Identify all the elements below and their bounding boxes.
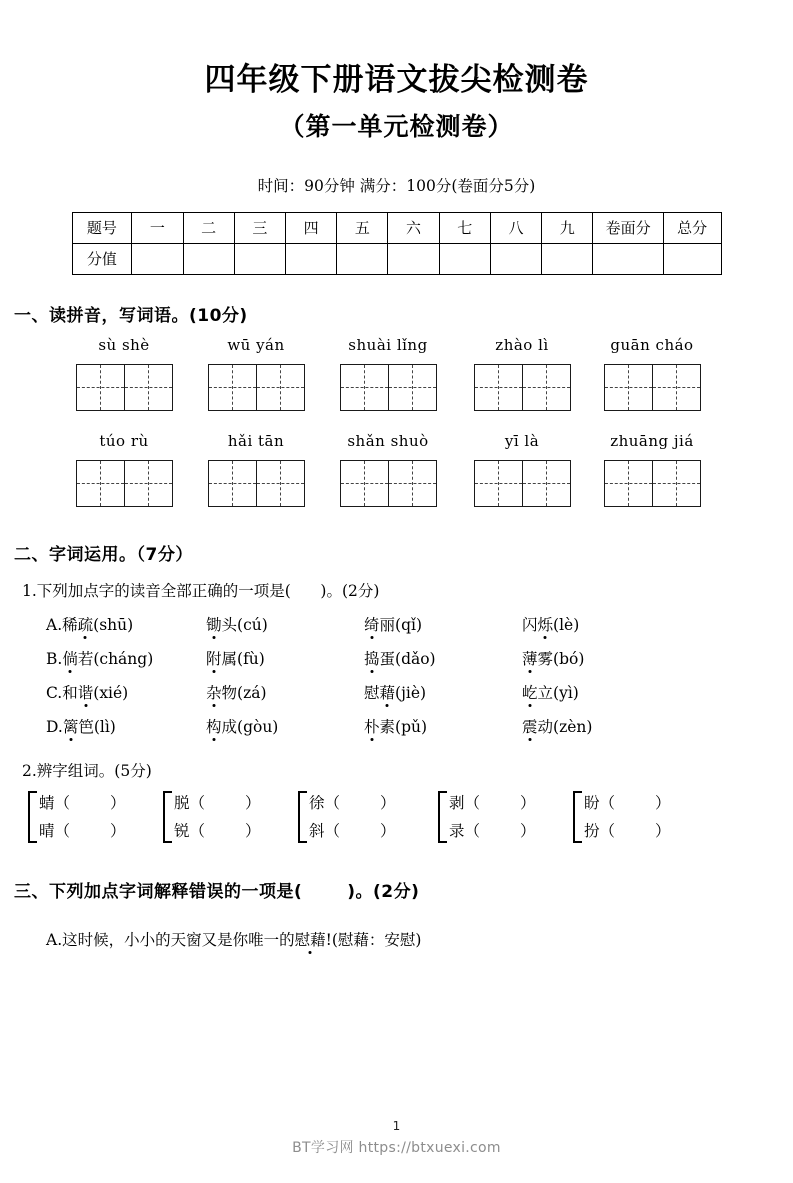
exam-meta-line: 时间：90分钟 满分：100分(卷面分5分) [257,176,536,195]
pinyin-label: shuài lǐng [348,335,428,354]
option-text-post: 素(pǔ) [379,717,428,736]
option-item [364,647,522,669]
score-table-row-label: 分值 [72,243,132,274]
option-text-post: (xié) [93,683,129,702]
option-item [522,681,680,703]
bianzi-char: 徐（ [309,793,341,812]
option-item [46,681,206,703]
pinyin-item [597,334,707,411]
section-2-heading: 二、字词运用。（7分） [14,544,193,565]
option-item [46,613,206,635]
option-item [522,715,680,737]
option-row-b[interactable] [46,647,793,669]
dotted-char: 薄 [522,649,538,668]
site-watermark: BT学习网 https://btxuexi.com [292,1140,501,1156]
pinyin-item [74,430,174,507]
option-item [46,715,206,737]
option-label: B. [46,649,63,668]
writing-grid-cell[interactable] [605,365,653,410]
dotted-char: 锄 [206,615,222,634]
writing-grid-cell[interactable] [475,461,523,506]
dotted-char: 捣 [364,649,380,668]
bianzi-paren-close: ） [520,793,536,812]
pinyin-row-1 [0,334,793,422]
writing-grid-cell[interactable] [341,461,389,506]
score-table-header-cell: 七 [439,212,490,243]
score-table-wrapper [0,212,793,275]
bianzi-row [26,791,793,847]
dotted-char: 朴 [364,717,380,736]
bianzi-items [39,791,126,843]
writing-grid-cell[interactable] [388,365,436,410]
option-text-pre: 和 [62,683,78,702]
bianzi-item[interactable] [449,791,536,815]
score-table-header-cell: 卷面分 [593,212,663,243]
option-text-post: 笆(lì) [78,717,116,736]
option-text-post: 物(zá) [221,683,267,702]
option-item [206,681,364,703]
option-text-post: 蛋(dǎo) [379,649,436,668]
bianzi-char: 脱（ [174,793,206,812]
score-table-header-cell: 一 [132,212,183,243]
question-2-1-prompt [22,579,793,601]
dotted-char: 震 [522,717,538,736]
writing-grid-cell[interactable] [475,365,523,410]
dotted-char: 倘 [62,649,78,668]
writing-grid-box[interactable] [604,460,701,507]
pinyin-label: wū yán [227,335,285,354]
option-label: C. [46,683,63,702]
bianzi-group [28,791,126,843]
section-3-heading [14,877,793,902]
score-input-cell[interactable] [388,243,439,274]
writing-grid-box[interactable] [76,460,173,507]
bianzi-group [163,791,261,843]
pinyin-label: sù shè [98,335,150,354]
option-text-post: 成(gòu) [221,717,279,736]
section-3-heading-suffix: )。(2分) [347,881,420,902]
writing-grid-box[interactable] [208,364,305,411]
score-table-header-cell: 五 [337,212,388,243]
score-table-header-cell: 三 [234,212,285,243]
score-table-header-cell: 八 [490,212,541,243]
writing-grid-cell[interactable] [256,461,304,506]
bianzi-paren-close: ） [520,821,536,840]
option-text-post: 动(zèn) [537,717,593,736]
bianzi-char: 录（ [449,821,481,840]
option-text-post: 若(cháng) [77,649,154,668]
dotted-char: 疏 [77,615,94,634]
dotted-char: 附 [206,649,222,668]
option-item [522,647,680,669]
score-input-cell[interactable] [593,243,663,274]
page-subtitle: （第一单元检测卷） [279,111,514,141]
score-input-cell[interactable] [439,243,490,274]
bianzi-items [174,791,261,843]
score-input-cell[interactable] [183,243,234,274]
bianzi-paren-close: ） [110,793,126,812]
score-input-cell[interactable] [490,243,541,274]
writing-grid-cell[interactable] [209,461,257,506]
score-table-row-label: 题号 [72,212,132,243]
bianzi-char: 晴（ [39,821,71,840]
option-row-c[interactable] [46,681,793,703]
pinyin-item [472,334,572,411]
option-text-post: 丽(qǐ) [379,615,422,634]
section-3-heading-text: 三、下列加点字词解释错误的一项是( [14,881,303,902]
pinyin-item [206,430,306,507]
bianzi-item[interactable] [584,791,671,815]
score-input-cell[interactable] [337,243,388,274]
option-label: A. [46,615,63,634]
writing-grid-cell[interactable] [388,461,436,506]
pinyin-label: túo rù [99,431,149,450]
option-label: D. [46,717,63,736]
bianzi-char: 蜻（ [39,793,71,812]
dotted-char: 藉 [379,683,396,702]
dotted-char: 烁 [537,615,554,634]
bianzi-items [309,791,396,843]
bianzi-paren-close: ） [245,821,261,840]
writing-grid-box[interactable] [474,460,571,507]
score-table-header-cell: 四 [285,212,336,243]
writing-grid-box[interactable] [76,364,173,411]
table-row [72,212,721,243]
bianzi-paren-close: ） [655,821,671,840]
option-item [206,647,364,669]
bianzi-char: 盼（ [584,793,616,812]
page-number: 1 [392,1119,401,1133]
bianzi-item[interactable] [174,819,261,843]
pinyin-item [335,430,441,507]
option-text-pre: 稀 [62,615,78,634]
question-prompt-suffix: )。(2分) [320,581,380,600]
score-input-cell[interactable] [285,243,336,274]
score-table-header-cell: 总分 [663,212,721,243]
option-text-post: (jiè) [395,683,427,702]
bianzi-item[interactable] [39,791,126,815]
writing-grid-cell[interactable] [522,461,570,506]
dotted-char: 慰藉 [294,930,326,949]
page-footer [0,1119,793,1157]
page-title: 四年级下册语文拔尖检测卷 [204,62,589,98]
dotted-char: 篱 [62,717,79,736]
option-text-pre: 慰 [364,683,380,702]
score-table [72,212,722,275]
dotted-char: 屹 [522,683,538,702]
dotted-char: 杂 [206,683,222,702]
writing-grid-box[interactable] [340,460,437,507]
bianzi-item[interactable] [584,819,671,843]
score-table-header-cell: 九 [542,212,593,243]
exam-page [0,62,793,1183]
option-text-post: 立(yì) [537,683,579,702]
bianzi-item[interactable] [309,819,396,843]
option-item [46,647,206,669]
answer-blank[interactable] [291,582,321,600]
writing-grid-box[interactable] [208,460,305,507]
option-text-pre: 这时候，小小的天窗又是你唯一的 [62,930,295,949]
score-input-cell[interactable] [663,243,721,274]
dotted-char: 构 [206,717,222,736]
pinyin-label: zhuāng jiá [610,431,694,450]
dotted-char: 绮 [364,615,380,634]
writing-grid-cell[interactable] [209,365,257,410]
writing-grid-cell[interactable] [124,461,172,506]
option-row-a[interactable] [46,613,793,635]
pinyin-item [335,334,441,411]
option-item [206,613,364,635]
option-item [364,715,522,737]
score-table-header-cell: 六 [388,212,439,243]
bianzi-items [449,791,536,843]
option-item [364,613,522,635]
option-label: A. [46,930,63,949]
bracket-icon [163,791,172,843]
score-table-header-cell: 二 [183,212,234,243]
question-2-2-prompt: 2.辨字组词。(5分) [22,761,152,780]
writing-grid-cell[interactable] [341,365,389,410]
bianzi-item[interactable] [174,791,261,815]
bracket-icon [298,791,307,843]
bianzi-char: 剥（ [449,793,481,812]
pinyin-label: guān cháo [610,335,694,354]
pinyin-item [206,334,306,411]
section-3-option-a[interactable] [46,928,793,950]
writing-grid-cell[interactable] [77,365,125,410]
option-text-post: 属(fù) [221,649,265,668]
pinyin-row-2 [0,430,793,518]
writing-grid-cell[interactable] [256,365,304,410]
bianzi-char: 斜（ [309,821,341,840]
bracket-icon [573,791,582,843]
writing-grid-box[interactable] [340,364,437,411]
table-row [72,243,721,274]
pinyin-item [74,334,174,411]
option-text-post: 雾(bó) [537,649,585,668]
pinyin-item [597,430,707,507]
option-item [206,715,364,737]
option-text-post: 头(cú) [221,615,268,634]
section-1-heading: 一、读拼音，写词语。(10分) [14,305,248,326]
pinyin-item [472,430,572,507]
writing-grid-cell[interactable] [652,461,700,506]
score-input-cell[interactable] [234,243,285,274]
option-text-post: (lè) [553,615,580,634]
option-item [522,613,680,635]
bianzi-item[interactable] [449,819,536,843]
bianzi-paren-close: ） [245,793,261,812]
option-row-d[interactable] [46,715,793,737]
option-item [364,681,522,703]
bianzi-group [438,791,536,843]
question-prompt-text: 1.下列加点字的读音全部正确的一项是( [22,581,291,600]
pinyin-label: shǎn shuò [347,431,429,450]
pinyin-label: yī là [504,431,540,450]
score-input-cell[interactable] [132,243,183,274]
option-text-post: !(慰藉：安慰) [325,930,422,949]
dotted-char: 谐 [77,683,94,702]
option-text-pre: 闪 [522,615,538,634]
bracket-icon [438,791,447,843]
writing-grid-box[interactable] [604,364,701,411]
pinyin-label: zhào lì [495,335,549,354]
writing-grid-cell[interactable] [77,461,125,506]
bracket-icon [28,791,37,843]
bianzi-paren-close: ） [380,821,396,840]
writing-grid-box[interactable] [474,364,571,411]
bianzi-char: 锐（ [174,821,206,840]
bianzi-paren-close: ） [110,821,126,840]
bianzi-item[interactable] [309,791,396,815]
bianzi-char: 扮（ [584,821,616,840]
bianzi-paren-close: ） [655,793,671,812]
bianzi-group [298,791,396,843]
writing-grid-cell[interactable] [605,461,653,506]
bianzi-paren-close: ） [380,793,396,812]
bianzi-item[interactable] [39,819,126,843]
option-text-post: (shū) [93,615,134,634]
bianzi-items [584,791,671,843]
answer-blank[interactable] [302,882,347,902]
bianzi-group [573,791,671,843]
writing-grid-cell[interactable] [124,365,172,410]
score-input-cell[interactable] [542,243,593,274]
writing-grid-cell[interactable] [522,365,570,410]
writing-grid-cell[interactable] [652,365,700,410]
pinyin-label: hǎi tān [227,431,285,450]
